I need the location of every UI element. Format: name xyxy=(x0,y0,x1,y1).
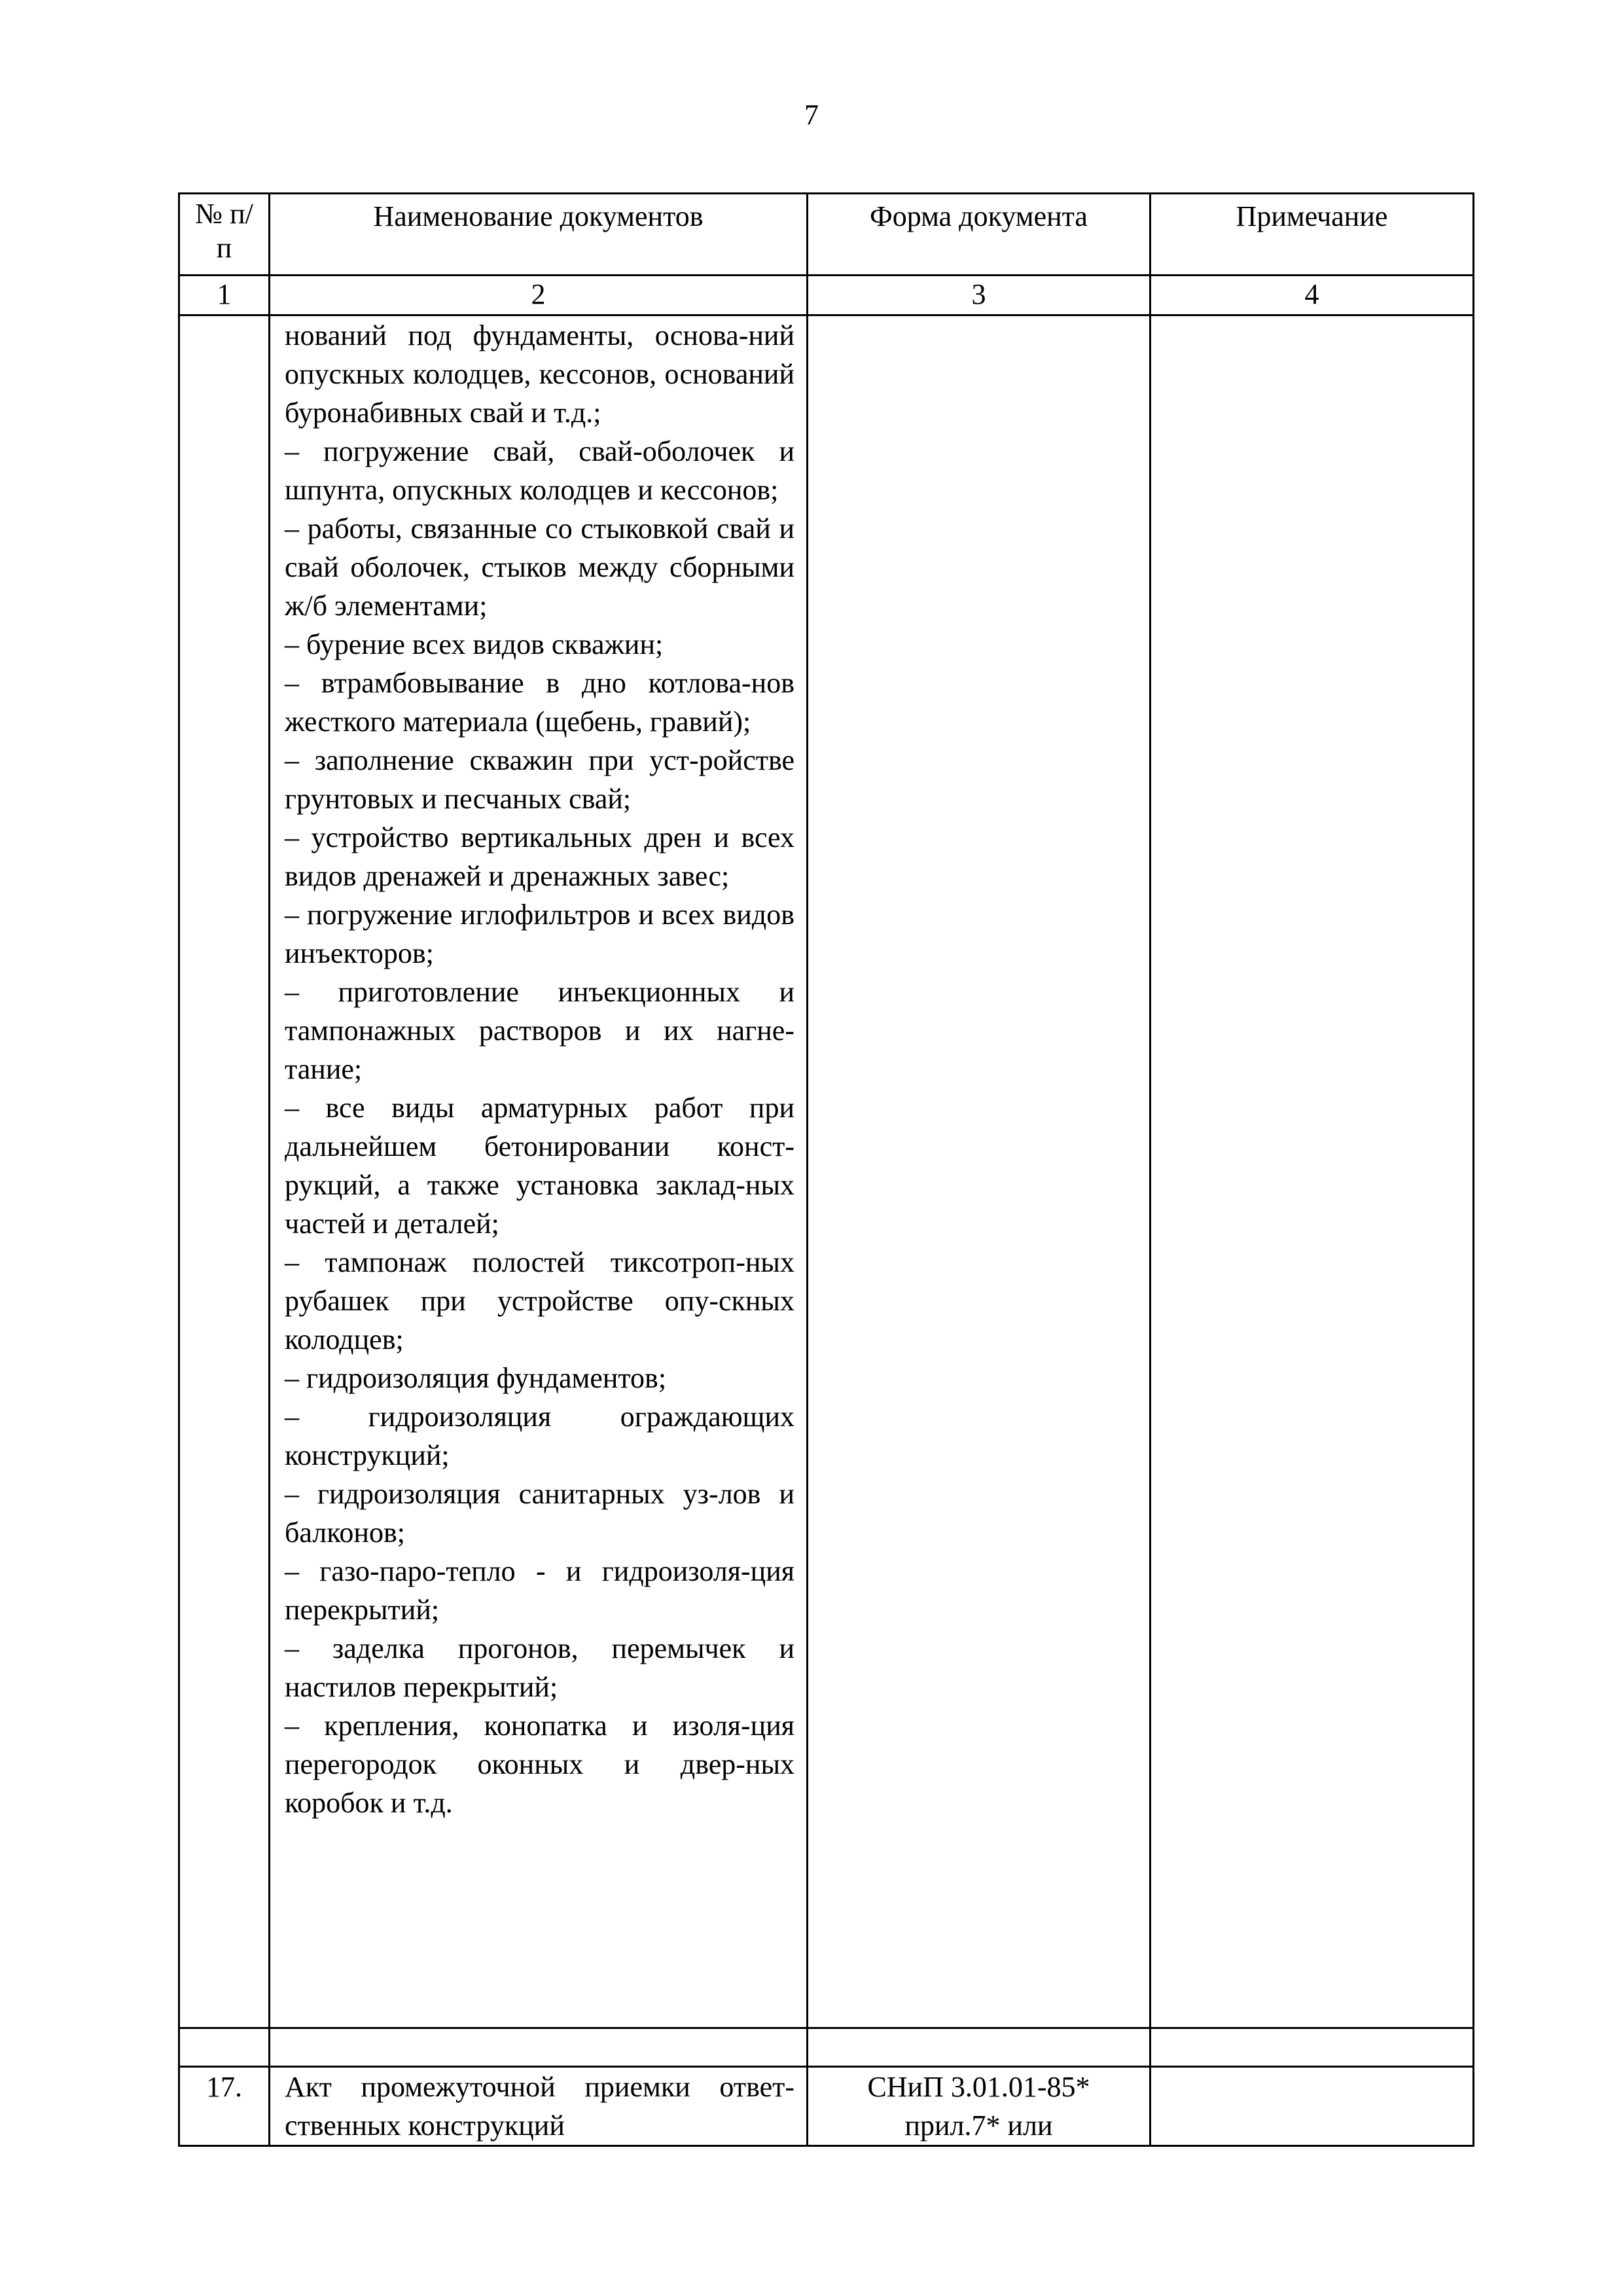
list-item: – погружение иглофильтров и всех видов инъекторов; xyxy=(285,899,794,969)
header-document-form: Форма документа xyxy=(808,194,1150,276)
list-item: – работы, связанные со стыковкой свай и свай оболочек, стыков между сборными ж/б элементами; xyxy=(285,512,794,622)
list-item: – тампонаж полостей тиксотроп-ных рубашек при устройстве опу-скных колодцев; xyxy=(285,1246,794,1355)
column-number-1: 1 xyxy=(179,276,270,315)
table-row xyxy=(179,315,1474,2028)
column-number-3: 3 xyxy=(808,276,1150,315)
empty-cell xyxy=(270,2028,808,2067)
empty-cell xyxy=(179,2028,270,2067)
list-item: – заполнение скважин при уст-ройстве грунтовых и песчаных свай; xyxy=(285,744,794,815)
header-note: Примечание xyxy=(1150,194,1474,276)
list-item: – гидроизоляция фундаментов; xyxy=(285,1362,667,1394)
column-number-4: 4 xyxy=(1150,276,1474,315)
table-row xyxy=(179,2067,1474,2146)
documents-table xyxy=(178,192,1474,2147)
header-document-name: Наименование документов xyxy=(270,194,808,276)
list-item: – газо-паро-тепло - и гидроизоля-ция перекрытий; xyxy=(285,1555,794,1626)
document-name-cell: Акт промежуточной приемки ответ-ственных конструкций xyxy=(270,2067,808,2146)
list-item: – гидроизоляция санитарных уз-лов и балконов; xyxy=(285,1478,794,1549)
column-number-row xyxy=(179,276,1474,315)
list-item: – крепления, конопатка и изоля-ция перегородок оконных и двер-ных коробок и т.д. xyxy=(285,1710,794,1819)
header-number: № п/п xyxy=(179,194,270,276)
list-item: – устройство вертикальных дрен и всех видов дренажей и дренажных завес; xyxy=(285,821,794,892)
work-list-cell xyxy=(270,315,808,2028)
empty-cell xyxy=(808,2028,1150,2067)
list-item: – втрамбовывание в дно котлова-нов жесткого материала (щебень, гравий); xyxy=(285,667,794,738)
list-item: нований под фундаменты, основа-ний опускных колодцев, кессонов, оснований буронабивных свай и т.д.; xyxy=(285,319,794,429)
page-number: 7 xyxy=(804,99,819,131)
note-cell xyxy=(1150,315,1474,2028)
list-item: – все виды арматурных работ при дальнейшем бетонировании конст-рукций, а также установка заклад-ных частей и деталей; xyxy=(285,1092,794,1240)
note-cell xyxy=(1150,2067,1474,2146)
table-header-row xyxy=(179,194,1474,276)
list-item: – гидроизоляция ограждающих конструкций; xyxy=(285,1401,794,1471)
document-form-cell xyxy=(808,315,1150,2028)
list-item: – приготовление инъекционных и тампонажных растворов и их нагне-тание; xyxy=(285,976,794,1085)
row-number-cell: 17. xyxy=(179,2067,270,2146)
row-number-cell xyxy=(179,315,270,2028)
document-form-cell: СНиП 3.01.01-85* прил.7* или xyxy=(808,2067,1150,2146)
list-item: – заделка прогонов, перемычек и настилов перекрытий; xyxy=(285,1632,794,1703)
list-item: – погружение свай, свай-оболочек и шпунта, опускных колодцев и кессонов; xyxy=(285,435,794,506)
column-number-2: 2 xyxy=(270,276,808,315)
empty-cell xyxy=(1150,2028,1474,2067)
list-item: – бурение всех видов скважин; xyxy=(285,628,664,660)
empty-row xyxy=(179,2028,1474,2067)
